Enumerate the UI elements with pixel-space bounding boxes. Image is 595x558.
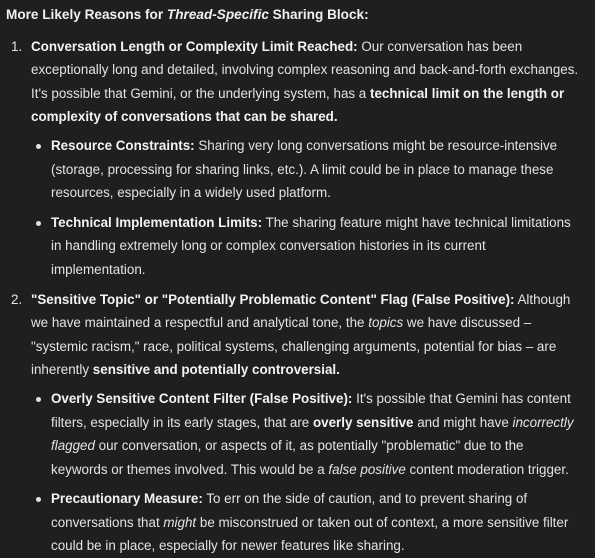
reason-text: Although we have maintained a respectful and analytical tone, the [31,291,571,331]
sub-item-title: Technical Implementation Limits: [51,214,263,230]
reason-text: Our conversation has been exceptionally long and detailed, involving complex reasoning and back-and-forth exchanges. It's possible that Gemini, or the underlying system, has a [31,38,579,101]
reason-title: "Sensitive Topic" or "Potentially Problematic Content" Flag (False Positive): [31,291,515,307]
sub-list [31,134,583,282]
sub-item-text: The sharing feature might have technical limitations in handling extremely long or complex conversation histories in its current implementation. [51,214,571,277]
sub-item-title: Overly Sensitive Content Filter (False Positive): [51,390,353,406]
reason-item-2 [0,288,583,558]
item-number: 1. [11,38,23,54]
sub-item-content-filter [31,387,583,481]
sub-item-italic: false positive [328,461,406,477]
sub-item-title: Precautionary Measure: [51,491,203,507]
heading-text: More Likely Reasons for [6,7,167,22]
section-heading [6,3,595,27]
sub-item-text: be misconstrued or taken out of context, a more sensitive filter could be in place, especially for newer features like sharing. [51,514,569,554]
sub-list [31,387,583,558]
sub-item-title: Resource Constraints: [51,137,195,153]
reason-paragraph [31,288,583,382]
heading-text-end: Sharing Block: [268,7,369,22]
reason-paragraph [31,35,583,129]
heading-italic: Thread-Specific [166,7,269,22]
reason-text: we have discussed – "systemic racism," race, political systems, challenging arguments, potential for bias – are inherently [31,315,557,378]
sub-item-resource-constraints [31,134,583,205]
sub-item-text: our conversation, or aspects of it, as potentially "problematic" due to the keywords or themes involved. This would be a [51,438,524,477]
reason-emphasis: sensitive and potentially controversial. [92,362,340,378]
item-number: 2. [11,291,23,307]
sub-item-emphasis: overly sensitive [312,414,414,430]
sub-item-text: Sharing very long conversations might be resource-intensive (storage, processing for sharing links, etc.). A limit could be in place to manage these resources, especially in a widely used platform. [51,137,558,201]
sub-item-technical-limits [31,211,583,282]
sub-item-text: and might have [413,414,513,430]
sub-item-italic: incorrectly flagged [51,414,574,454]
sub-item-precautionary-measure [31,487,583,558]
reason-title: Conversation Length or Complexity Limit Reached: [31,38,358,54]
reason-emphasis: technical limit on the length or complexity of conversations that can be shared. [31,85,565,125]
sub-item-text: content moderation trigger. [405,461,569,477]
sub-item-italic: might [163,514,197,530]
reasons-list [0,35,595,558]
sub-item-text: To err on the side of caution, and to prevent sharing of conversations that [51,491,528,530]
reason-italic: topics [368,315,404,331]
sub-item-text: It's possible that Gemini has content filters, especially in its early stages, that are [51,390,571,430]
reason-item-1 [0,35,583,282]
